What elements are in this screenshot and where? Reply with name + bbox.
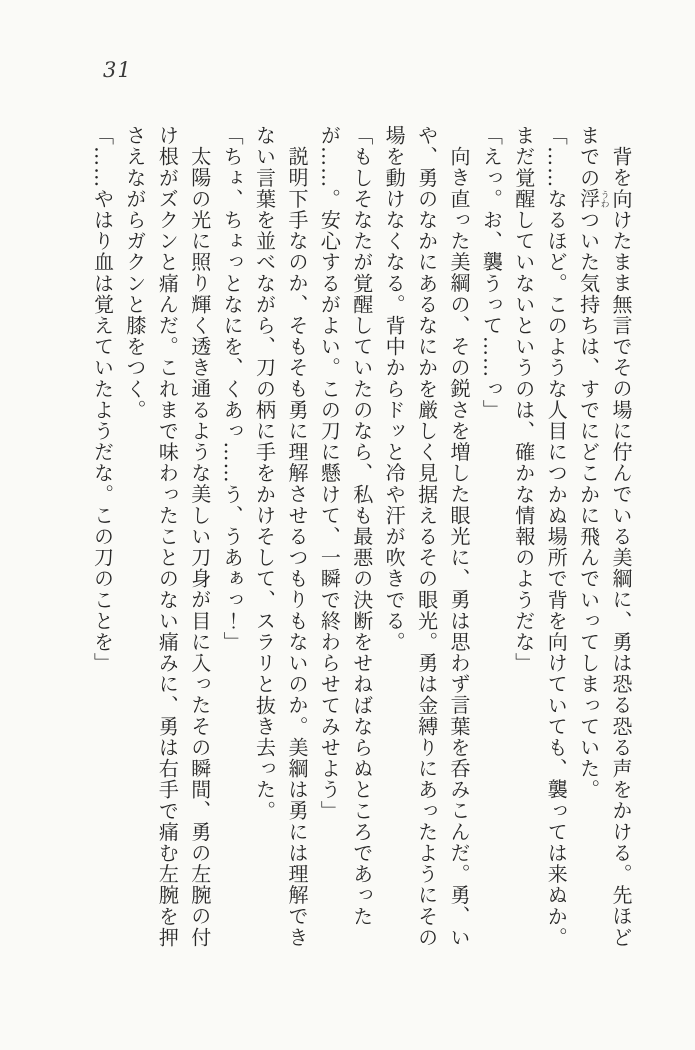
paragraph: 「えっ。お、襲うって……っ」 [479,125,504,421]
paragraph: 「……やはり血は覚えていたようだな。この刀のことを」 [90,125,115,674]
paragraph: 背を向けたまま無言でその場に佇んでいる美綱に、勇は恐る恐る声をかける。先ほどまでの浮うわついた気持ちは、すでにどこかに飛んでいってしまっていた。 [576,125,633,948]
ruby-annotation: 浮うわ [576,188,609,210]
paragraph: 「……なるほど。このような人目につかぬ場所で背を向けていても、襲っては来ぬか。まだ覚醒していないというのは、確かな情報のようだな」 [511,125,569,948]
body-text [81,125,637,948]
paragraph: 説明下手なのか、そもそも勇に理解させるつもりもないのか。美綱は勇には理解できない言葉を並べながら、刀の柄に手をかけそして、スラリと抜き去った。 [252,125,309,948]
paragraph: 「ちょ、ちょっとなにを、くあっ……う、うあぁっ！」 [220,125,245,653]
paragraph: 太陽の光に照り輝く透き通るような美しい刀身が目に入ったその瞬間、勇の左腕の付け根がズクンと痛んだ。これまで味わったことのない痛みに、勇は右手で痛む左腕を押さえながらガクンと膝をつく。 [122,125,212,948]
paragraph: 「もしそなたが覚醒していたのなら、私も最悪の決断をせねばならぬところであったが……。安心するがよい。この刀に懸けて、一瞬で終わらせてみせよう」 [317,125,374,927]
page-number: 31 [103,58,132,82]
paragraph: 向き直った美綱の、その鋭さを増した眼光に、勇は思わず言葉を呑みこんだ。勇、いや、勇のなかにあるなにかを厳しく見据えるその眼光。勇は金縛りにあったようにその場を動けなくなる。背中からドッと冷や汗が吹きでる。 [382,125,471,948]
